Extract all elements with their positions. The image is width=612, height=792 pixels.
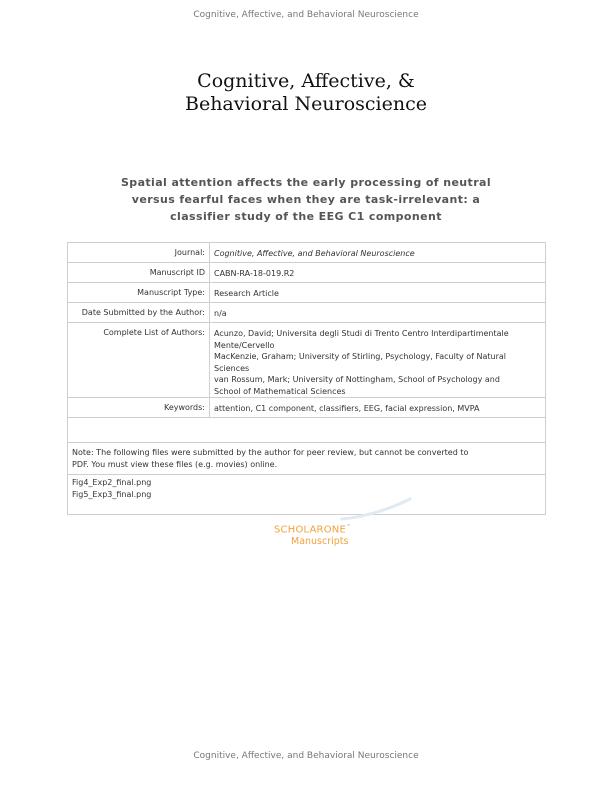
author-line: Sciences [214, 363, 250, 373]
metadata-label: Date Submitted by the Author: [68, 303, 210, 323]
metadata-row-keywords [68, 398, 546, 418]
metadata-row-files [68, 475, 546, 515]
scholarone-logo-line-2: Manuscripts [291, 536, 349, 548]
author-line: Mente/Cervello [214, 340, 275, 350]
running-head-top: Cognitive, Affective, and Behavioral Neuroscience [193, 10, 419, 20]
metadata-label: Complete List of Authors: [68, 323, 210, 398]
metadata-row-journal [68, 243, 546, 263]
paper-title: Spatial attention affects the early processing of neutral versus fearful faces when they are task-irrelevant: a classifier study of the EEG C1 component [120, 176, 492, 223]
metadata-row-spacer [68, 418, 546, 443]
metadata-value-journal: Cognitive, Affective, and Behavioral Neuroscience [210, 243, 546, 263]
journal-title [0, 70, 612, 116]
scholarone-swoosh-icon [340, 497, 412, 523]
note-line: Note: The following files were submitted by the author for peer review, but cannot be converted to [72, 448, 469, 457]
metadata-value-manuscript-type: Research Article [210, 283, 546, 303]
file-link[interactable]: Fig5_Exp3_final.png [72, 489, 152, 499]
metadata-row-manuscript-id [68, 263, 546, 283]
author-line: Acunzo, David; Universita degli Studi di Trento Centro Interdipartimentale [214, 329, 509, 338]
note-cell [68, 443, 546, 475]
metadata-row-manuscript-type [68, 283, 546, 303]
scholarone-logo-line-1: SCHOLARONE™ [274, 524, 352, 536]
metadata-value-keywords: attention, C1 component, classifiers, EEG, facial expression, MVPA [210, 398, 546, 418]
metadata-value-authors [210, 323, 546, 398]
metadata-label: Manuscript ID [68, 263, 210, 283]
author-line: MacKenzie, Graham; University of Stirling, Psychology, Faculty of Natural [214, 352, 507, 361]
metadata-row-authors [68, 323, 546, 398]
scholarone-logo [274, 524, 394, 547]
author-line: School of Mathematical Sciences [214, 386, 346, 396]
note-line: PDF. You must view these files (e.g. movies) online. [72, 459, 278, 469]
metadata-label: Manuscript Type: [68, 283, 210, 303]
metadata-value-manuscript-id: CABN-RA-18-019.R2 [210, 263, 546, 283]
files-cell [68, 475, 546, 515]
metadata-row-date-submitted [68, 303, 546, 323]
metadata-label: Journal: [68, 243, 210, 263]
metadata-row-note [68, 443, 546, 475]
spacer-cell [68, 418, 546, 443]
author-line: van Rossum, Mark; University of Nottingham, School of Psychology and [214, 375, 500, 384]
file-link[interactable]: Fig4_Exp2_final.png [72, 478, 152, 487]
journal-title-line-2: Behavioral Neuroscience [184, 93, 427, 115]
manuscript-metadata-table [67, 242, 546, 515]
metadata-label: Keywords: [68, 398, 210, 418]
journal-title-line-1: Cognitive, Affective, & [197, 70, 415, 92]
running-head-bottom: Cognitive, Affective, and Behavioral Neuroscience [193, 751, 419, 761]
metadata-value-date-submitted: n/a [210, 303, 546, 323]
